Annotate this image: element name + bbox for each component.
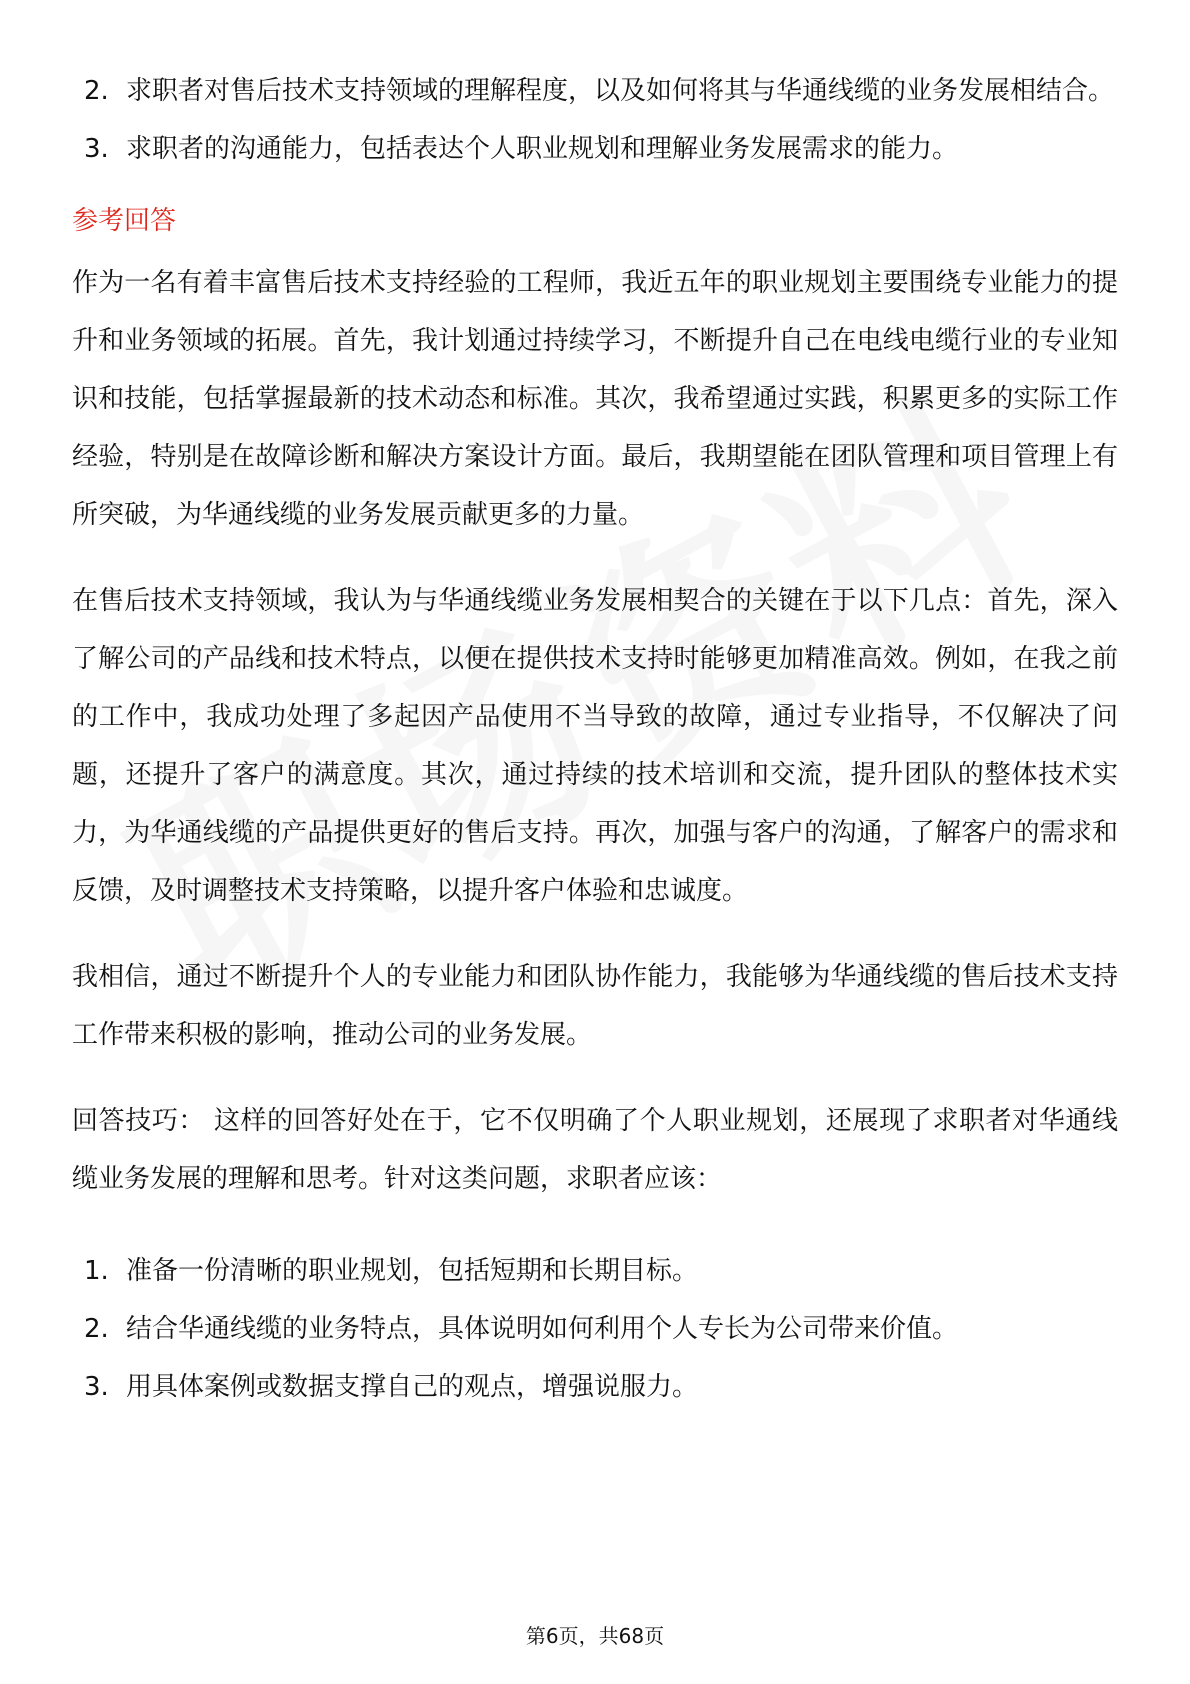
answer-paragraph-3: 我相信，通过不断提升个人的专业能力和团队协作能力，我能够为华通线缆的售后技术支持工作带来积极的影响，推动公司的业务发展。 bbox=[72, 962, 1118, 1050]
list-item bbox=[72, 1358, 1118, 1416]
list-item-number: 1. bbox=[84, 1256, 109, 1286]
list-item-text: 求职者的沟通能力，包括表达个人职业规划和理解业务发展需求的能力。 bbox=[126, 134, 959, 164]
list-item bbox=[72, 120, 1118, 178]
list-item-number: 3. bbox=[84, 134, 109, 164]
list-item-number: 2. bbox=[84, 1314, 109, 1344]
list-item-number: 3. bbox=[84, 1372, 109, 1402]
list-item bbox=[72, 1242, 1118, 1300]
list-item-text: 准备一份清晰的职业规划，包括短期和长期目标。 bbox=[126, 1256, 699, 1286]
requirements-list bbox=[72, 62, 1118, 178]
list-item-text: 用具体案例或数据支撑自己的观点，增强说服力。 bbox=[126, 1372, 699, 1402]
list-item-number: 2. bbox=[84, 76, 109, 106]
list-item-text: 求职者对售后技术支持领域的理解程度，以及如何将其与华通线缆的业务发展相结合。 bbox=[126, 76, 1115, 106]
tips-list bbox=[72, 1242, 1118, 1416]
section-title: 参考回答 bbox=[72, 206, 177, 236]
list-item bbox=[72, 1300, 1118, 1358]
page-footer: 第6页，共68页 bbox=[525, 1624, 665, 1648]
document-body bbox=[72, 70, 1118, 1416]
list-item bbox=[72, 62, 1118, 120]
list-item-text: 结合华通线缆的业务特点，具体说明如何利用个人专长为公司带来价值。 bbox=[126, 1314, 959, 1344]
answer-paragraph-2: 在售后技术支持领域，我认为与华通线缆业务发展相契合的关键在于以下几点：首先，深入了解公司的产品线和技术特点，以便在提供技术支持时能够更加精准高效。例如，在我之前的工作中，我成功处理了多起因产品使用不当导致的故障，通过专业指导，不仅解决了问题，还提升了客户的满意度。其次，通过持续的技术培训和交流，提升团队的整体技术实力，为华通线缆的产品提供更好的售后支持。再次，加强与客户的沟通，了解客户的需求和反馈，及时调整技术支持策略，以提升客户体验和忠诚度。 bbox=[72, 586, 1118, 906]
answer-tips-paragraph: 回答技巧： 这样的回答好处在于，它不仅明确了个人职业规划，还展现了求职者对华通线缆业务发展的理解和思考。针对这类问题，求职者应该： bbox=[72, 1106, 1118, 1194]
answer-paragraph-1: 作为一名有着丰富售后技术支持经验的工程师，我近五年的职业规划主要围绕专业能力的提升和业务领域的拓展。首先，我计划通过持续学习，不断提升自己在电线电缆行业的专业知识和技能，包括掌握最新的技术动态和标准。其次，我希望通过实践，积累更多的实际工作经验，特别是在故障诊断和解决方案设计方面。最后，我期望能在团队管理和项目管理上有所突破，为华通线缆的业务发展贡献更多的力量。 bbox=[72, 268, 1118, 530]
